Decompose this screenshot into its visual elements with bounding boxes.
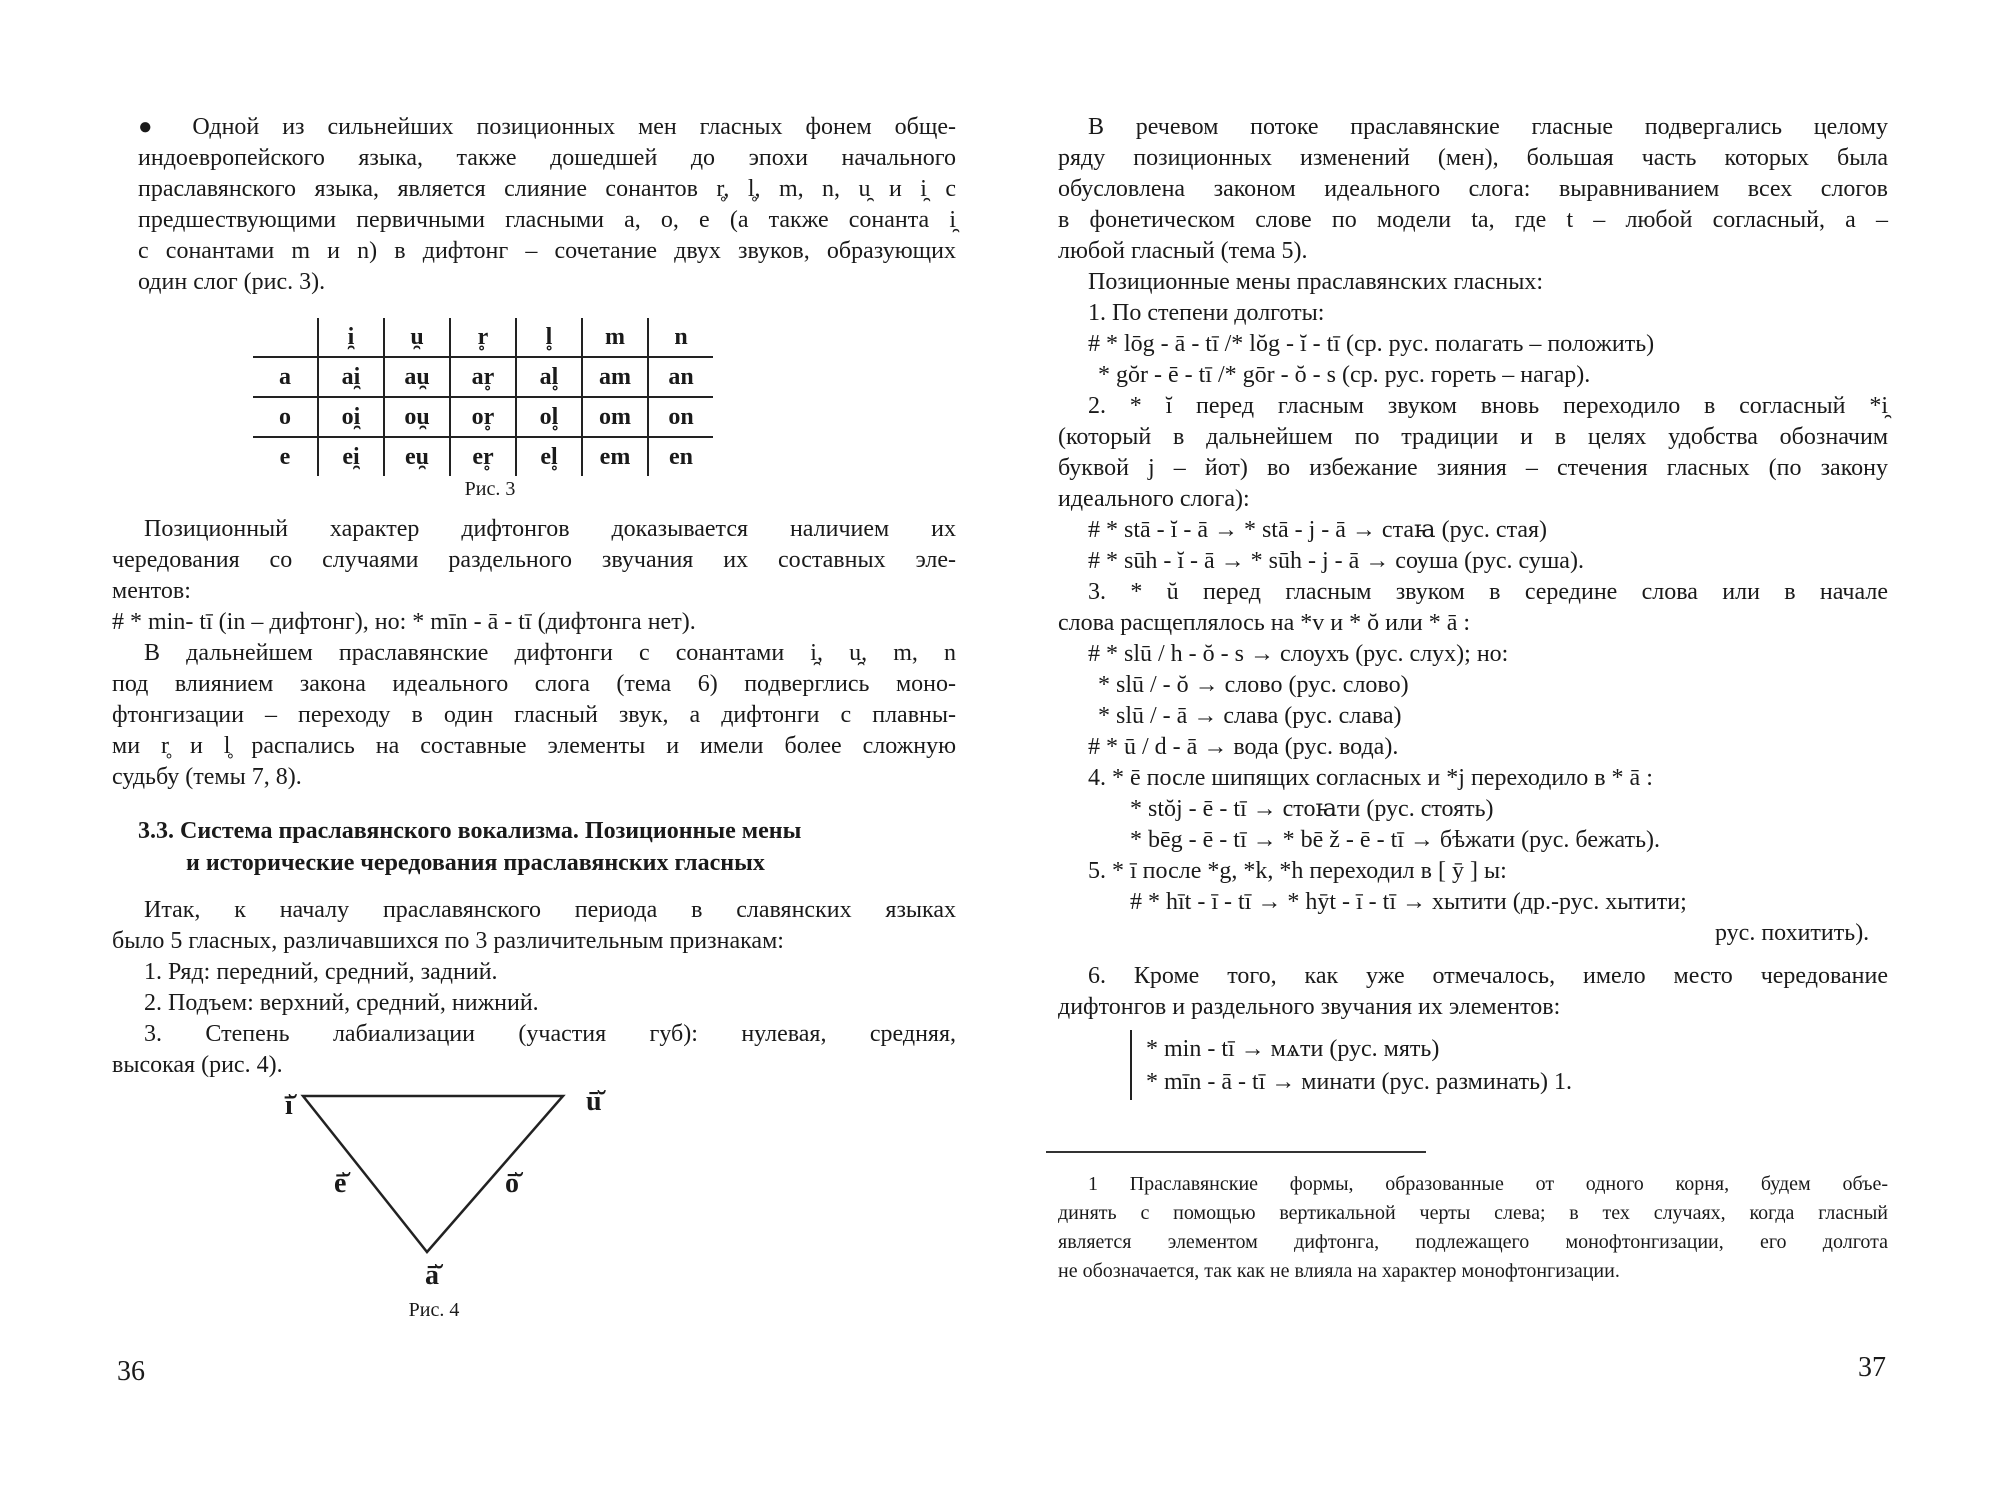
right-page bbox=[1000, 0, 2000, 1500]
text-line: ментов: bbox=[112, 578, 191, 604]
table-cell: ou̯ bbox=[384, 397, 450, 437]
table-cell: oi̯ bbox=[318, 397, 384, 437]
text-line: обусловлена законом идеального слога: выравниванием всех слогов bbox=[1058, 176, 1888, 202]
paragraph-rule-6 bbox=[1058, 961, 1888, 1023]
table-cell: u̯ bbox=[384, 318, 450, 357]
paragraph-rule-3 bbox=[1058, 577, 1888, 639]
vowel-i-label: ī̆ bbox=[285, 1090, 293, 1121]
text-line: в фонетическом слове по модели ta, где t – любой согласный, a – bbox=[1058, 207, 1888, 233]
text-line: # * min- tī (in – дифтонг), но: * mīn - ā - tī (дифтонга нет). bbox=[112, 609, 696, 635]
table-cell: er̥ bbox=[450, 437, 516, 476]
text-line: буквой j – йот) во избежание зияния – стечения гласных (по закону bbox=[1058, 455, 1888, 481]
table-cell: e bbox=[279, 443, 291, 470]
table-cell: el̥ bbox=[516, 437, 582, 476]
table-cell: am bbox=[582, 357, 648, 397]
text-line: Позиционный характер дифтонгов доказывается наличием их bbox=[144, 516, 956, 542]
text-line: 3. Степень лабиализации (участия губ): нулевая, средняя, bbox=[144, 1021, 956, 1047]
text-line: ряду позиционных изменений (мен), большая часть которых была bbox=[1058, 145, 1888, 171]
table-cell: an bbox=[648, 357, 713, 397]
vowel-e-label: ē̆ bbox=[334, 1168, 347, 1199]
list-item: Позиционные мены праславянских гласных: bbox=[1088, 269, 1543, 295]
paragraph-vowels bbox=[112, 895, 956, 1081]
page-number: 36 bbox=[117, 1356, 145, 1387]
list-item: 5. * ī после *g, *k, *h переходил в [ ȳ ] ы: bbox=[1088, 858, 1507, 884]
example-line: * min - tī → мѧти (рус. мять) bbox=[1146, 1036, 1440, 1062]
example-line: * stŏj - ē - tī → стоꙗти (рус. стоять) bbox=[1130, 796, 1494, 822]
text-line: дифтонгов и раздельного звучания их элементов: bbox=[1058, 994, 1561, 1020]
heading-line: и исторические чередования праславянских гласных bbox=[186, 850, 765, 876]
footnote bbox=[1058, 1170, 1888, 1286]
table-cell: l̥ bbox=[516, 318, 582, 357]
text-line: 2. Подъем: верхний, средний, нижний. bbox=[144, 990, 539, 1016]
example-line: * bēg - ē - tī → * bē ž - ē - tī → бѣжати (рус. бежать). bbox=[1130, 827, 1661, 853]
text-line: фтонгизации – переходу в один гласный звук, а дифтонги с плавны- bbox=[112, 702, 956, 728]
example-line: # * sūh - ĭ - ā → * sūh - j - ā → соуша (рус. суша). bbox=[1088, 548, 1584, 574]
text-line: высокая (рис. 4). bbox=[112, 1052, 283, 1078]
table-cell: on bbox=[648, 397, 713, 437]
table-cell: ai̯ bbox=[318, 357, 384, 397]
text-line: предшествующими первичными гласными a, o, e (а также сонанта i̯ bbox=[138, 207, 956, 233]
text-line: слова расщеплялось на *v и * ŏ или * ā : bbox=[1058, 610, 1471, 636]
text-line: динять с помощью вертикальной черты слева; в тех случаях, когда гласный bbox=[1058, 1202, 1888, 1224]
example-line: * gŏr - ē - tī /* gōr - ŏ - s (ср. рус. гореть – нагар). bbox=[1098, 362, 1591, 388]
text-line: 2. * ĭ перед гласным звуком вновь переходило в согласный *i̯ bbox=[1088, 393, 1888, 419]
example-line: рус. похитить). bbox=[1715, 920, 1870, 946]
figure-caption: Рис. 4 bbox=[408, 1299, 460, 1321]
text-line: праславянского языка, является слияние сонантов r̥, l̥, m, n, u̯ и i̯ с bbox=[138, 176, 956, 202]
diphthong-table bbox=[253, 318, 713, 476]
paragraph-monophthongization bbox=[112, 638, 956, 793]
text-line: не обозначается, так как не влияла на характер монофтонгизации. bbox=[1058, 1260, 1620, 1282]
text-line: 6. Кроме того, как уже отмечалось, имело место чередование bbox=[1088, 963, 1888, 989]
table-row bbox=[253, 437, 713, 476]
heading-line: 3.3. Система праславянского вокализма. Позиционные мены bbox=[138, 818, 802, 844]
example-line: # * hīt - ī - tī → * hȳt - ī - tī → хытити (др.-рус. хытити; bbox=[1130, 889, 1687, 915]
text-line: любой гласный (тема 5). bbox=[1058, 238, 1308, 264]
table-cell: ei̯ bbox=[318, 437, 384, 476]
text-line: 1 Праславянские формы, образованные от одного корня, будем объе- bbox=[1088, 1173, 1888, 1195]
page-number: 37 bbox=[1858, 1352, 1886, 1383]
section-heading bbox=[138, 815, 958, 879]
text-line: (который в дальнейшем по традиции и в целях удобства обозначим bbox=[1058, 424, 1888, 450]
text-line: один слог (рис. 3). bbox=[138, 269, 326, 295]
intro-paragraph bbox=[1058, 112, 1888, 267]
table-cell: ar̥ bbox=[450, 357, 516, 397]
text-line: 3. * ŭ перед гласным звуком в середине слова или в начале bbox=[1088, 579, 1888, 605]
example-line: # * stā - ĭ - ā → * stā - j - ā → стаꙗ (рус. стая) bbox=[1088, 517, 1548, 543]
example-line: * mīn - ā - tī → минати (рус. разминать) 1. bbox=[1146, 1069, 1572, 1095]
text-line: чередования со случаями раздельного звучания их составных эле- bbox=[112, 547, 956, 573]
text-line: под влиянием закона идеального слога (тема 6) подверглись моно- bbox=[112, 671, 956, 697]
footnote-separator bbox=[1046, 1151, 1426, 1153]
table-cell: al̥ bbox=[516, 357, 582, 397]
table-cell: a bbox=[253, 357, 318, 397]
example-line: # * ū / d - ā → вода (рус. вода). bbox=[1088, 734, 1399, 760]
table-cell: m bbox=[582, 318, 648, 357]
text-line: идеального слога): bbox=[1058, 486, 1250, 512]
text-line: 1. Ряд: передний, средний, задний. bbox=[144, 959, 498, 985]
list-item: 4. * ē после шипящих согласных и *j переходило в * ā : bbox=[1088, 765, 1653, 791]
vowel-u-label: ū̆ bbox=[586, 1086, 602, 1117]
text-line: ● Одной из сильнейших позиционных мен гласных фонем обще- bbox=[138, 114, 956, 140]
intro-paragraph bbox=[138, 112, 956, 298]
paragraph-rule-2 bbox=[1058, 391, 1888, 515]
example-line: * slū / - ŏ → слово (рус. слово) bbox=[1098, 672, 1409, 698]
table-cell: eu̯ bbox=[384, 437, 450, 476]
table-cell: r̥ bbox=[450, 318, 516, 357]
text-line: индоевропейского языка, также дошедшей до эпохи начального bbox=[138, 145, 956, 171]
table-cell: om bbox=[582, 397, 648, 437]
table-cell: or̥ bbox=[450, 397, 516, 437]
table-cell: i̯ bbox=[318, 318, 384, 357]
text-line: является элементом дифтонга, подлежащего монофтонгизации, его долгота bbox=[1058, 1231, 1888, 1253]
vowel-a-label: ā̆ bbox=[425, 1260, 439, 1291]
paragraph-diphthong-alternation bbox=[112, 514, 956, 638]
text-line: ми r̥ и l̥ распались на составные элементы и имели более сложную bbox=[112, 733, 956, 759]
table-header-row bbox=[253, 318, 713, 357]
table-cell: ol̥ bbox=[516, 397, 582, 437]
text-line: В речевом потоке праславянские гласные подвергались целому bbox=[1088, 114, 1888, 140]
text-line: Итак, к началу праславянского периода в славянских языках bbox=[144, 897, 956, 923]
table-row bbox=[253, 357, 713, 397]
root-grouping-bar bbox=[1130, 1030, 1132, 1100]
table-cell: n bbox=[648, 318, 713, 357]
figure-caption: Рис. 3 bbox=[464, 478, 516, 500]
table-row bbox=[253, 397, 713, 437]
text-line: было 5 гласных, различавшихся по 3 различительным признакам: bbox=[112, 928, 784, 954]
list-item: 1. По степени долготы: bbox=[1088, 300, 1325, 326]
table-cell: o bbox=[253, 397, 318, 437]
table-cell: em bbox=[582, 437, 648, 476]
example-line: # * lōg - ā - tī /* lŏg - ĭ - tī (ср. рус. полагать – положить) bbox=[1088, 331, 1655, 357]
table-cell bbox=[253, 318, 318, 357]
table-cell: en bbox=[648, 437, 713, 476]
example-line: * slū / - ā → слава (рус. слава) bbox=[1098, 703, 1402, 729]
text-line: В дальнейшем праславянские дифтонги с сонантами i̯, u̯, m, n bbox=[144, 640, 956, 666]
text-line: с сонантами m и n) в дифтонг – сочетание двух звуков, образующих bbox=[138, 238, 956, 264]
vowel-o-label: ō̆ bbox=[505, 1168, 519, 1199]
table-cell: au̯ bbox=[384, 357, 450, 397]
example-line: # * slū / h - ŏ - s → слоухъ (рус. слух); но: bbox=[1088, 641, 1509, 667]
text-line: судьбу (темы 7, 8). bbox=[112, 764, 302, 790]
